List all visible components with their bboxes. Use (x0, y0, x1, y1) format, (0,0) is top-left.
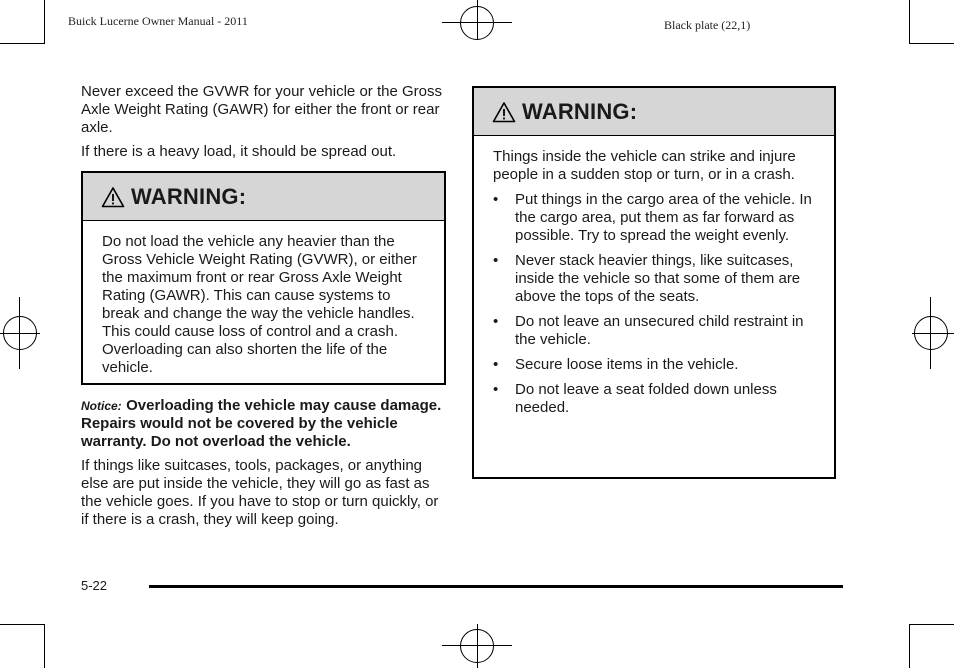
crop-mark (910, 624, 954, 625)
list-item: • Do not leave an unsecured child restraint in the vehicle. (493, 313, 804, 348)
list-item: • Never stack heavier things, like suitcases, inside the vehicle so that some of them are above the tops of the seats. (493, 252, 801, 305)
list-item: • Do not leave a seat folded down unless needed. (493, 381, 777, 416)
crop-mark (909, 624, 910, 668)
crop-mark (0, 43, 44, 44)
gvwr-paragraph: Never exceed the GVWR for your vehicle or the Gross Axle Weight Rating (GAWR) for either the front or rear axle. (81, 83, 442, 136)
crop-mark (909, 0, 910, 44)
crop-mark (44, 624, 45, 668)
warning-triangle-icon (492, 101, 516, 123)
warning-intro: Things inside the vehicle can strike and injure people in a sudden stop or turn, or in a crash. (493, 148, 796, 183)
list-item: • Put things in the cargo area of the vehicle. In the cargo area, put them as far forward as possible. Try to spread the weight evenly. (493, 191, 812, 244)
warning-triangle-icon (101, 186, 125, 208)
crop-mark (44, 0, 45, 44)
warning-header (83, 173, 444, 221)
warning-title: WARNING: (131, 183, 247, 209)
warning-bullet-list (493, 191, 820, 417)
warning-title: WARNING: (522, 98, 638, 124)
print-header-plate: Black plate (22,1) (664, 18, 751, 32)
crop-mark (910, 43, 954, 44)
notice (81, 397, 446, 451)
crop-mark (0, 624, 44, 625)
list-item: • Secure loose items in the vehicle. (493, 356, 739, 373)
footer-rule (149, 585, 843, 588)
heavy-load-paragraph: If there is a heavy load, it should be spread out. (81, 143, 397, 160)
cargo-paragraph: If things like suitcases, tools, packages, or anything else are put inside the vehicle, they will go as fast as the vehicle goes. If you have to stop or turn quickly, or if there is a crash, they will keep going. (81, 457, 439, 528)
print-header-title: Buick Lucerne Owner Manual - 2011 (68, 14, 248, 28)
warning-box-overload (81, 171, 446, 385)
warning-text: Do not load the vehicle any heavier than the Gross Vehicle Weight Rating (GVWR), or either the maximum front or rear Gross Axle Weight Rating (GAWR). This can cause systems to break and change the way the vehicle handles. This could cause loss of control and a crash. Overloading can also shorten the life of the vehicle. (102, 233, 417, 376)
notice-label: Notice: (81, 399, 122, 413)
page-number: 5-22 (81, 578, 108, 593)
notice-text: Overloading the vehicle may cause damage. Repairs would not be covered by the vehicle warranty. Do not overload the vehicle. (81, 397, 442, 450)
warning-box-cargo (472, 86, 836, 479)
warning-header (474, 88, 834, 136)
